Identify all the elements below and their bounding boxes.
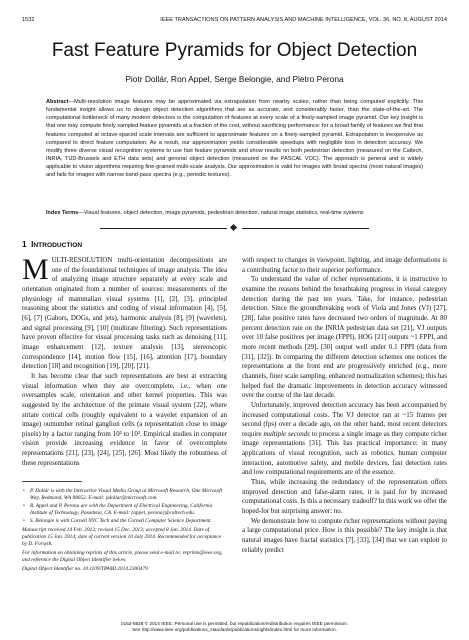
page-number: 1532 [22,17,35,23]
copyright-footer [0,621,469,633]
right-paragraph-3: Thus, while increasing the redundancy of the representation offers improved detection and false-alarm rates, it is paid for by increased computational costs. Is this a necessary tradeoff? In this work we offer the hoped-for but surprising answer: no. [242,479,447,516]
affiliation-note: • S. Belongie is with Cornell NYC Tech and the Cornell Computer Science Department. [23,518,212,525]
abstract-label: Abstract [46,99,69,105]
rights-line: See http://www.ieee.org/publications_standards/publications/rights/index.html for more information. [132,627,337,632]
column-right [242,256,447,555]
journal-header: IEEE TRANSACTIONS ON PATTERN ANALYSIS AND MACHINE INTELLIGENCE, VOL. 36, NO. 8, AUGUST 2014 [160,17,447,23]
affiliation-note: • P. Dollár is with the Interactive Visual Media Group at Microsoft Research, One Microsoft Way, Redmond, WA 98052. E-mail: pdollar@microsoft.com. [23,488,223,502]
bullet-icon: • [23,503,25,510]
index-terms-text: —Visual features, object detection, image pyramids, pedestrian detection, natural image statistics, real-time systems [78,210,364,216]
right-p2-text-b: to process a single image as they compute richer image representations [31]. This has practical importance: in many applications of visual recognition, such as robotics, human computer interaction, automotive safety, and mobile devices, fast detection rates and low computational requirements are of the essence. [242,430,448,477]
bullet-icon: • [23,518,25,525]
right-paragraph-1: To understand the value of richer representations, it is instructive to examine the reasons behind the breathtaking progress in visual category detection during the past ten years. Take, for instance, pedestrian detection. Since the groundbreaking work of Viola and Jones (VJ) [27], [28], false positive rates have decreased two orders of magnitude. At 80 percent detection rate on the INRIA pedestrian data set [21], VJ outputs over 10 false positives per image (FPPI), HOG [21] outputs ~1 FPPI, and more recent methods [29], [30] output well under 0.1 FPPI (data from [31], [32]). In comparing the different detection schemes one notices the representations at the front end are progressively enriched (e.g., more channels, finer scale sampling, enhanced normalization schemes); this has helped fuel the dramatic improvements in detection accuracy witnessed over the course of the last decade. [242,276,447,400]
lead-word: ULTI-RESOLUTION [51,257,113,264]
drop-cap: M [22,253,49,286]
intro-paragraph-1 [22,253,227,372]
intro-paragraph-2: It has become clear that such representations are best at extracting visual information when they are overcomplete, i.e., when one oversamples scale, orientation and other kernel properties. This was suggested by the architecture of the primate visual system [22], where striate cortical cells (roughly equivalent to a wavelet expansion of an image) outnumber retinal ganglion cells (a representation close to image pixels) by a factor ranging from 10² to 10³. Empirical studies in computer vision provide increasing evidence in favor of overcomplete representations [21], [23], [24], [25], [26]. Most likely the robustness of these representations [22,372,227,467]
paper-title: Fast Feature Pyramids for Object Detection [51,40,418,61]
footnote-rule [22,481,82,482]
doi-note: Digital Object Identifier no. 10.1109/TPAMI.2014.2300479 [22,566,148,573]
right-p2-text-a: Unfortunately, improved detection accuracy has been accompanied by increased computational costs. The VJ detector ran at ~15 frames per second (fps) over a decade ago, on the other hand, most recent detectors require [242,401,447,438]
reprints-note: For information on obtaining reprints of this article, please send e-mail to: reprints@ieee.org, and reference the Digital Object Identifier below. [22,550,223,564]
footnotes [22,488,227,574]
separator-diamond-icon [230,224,237,231]
author-list: Piotr Dollár, Ron Appel, Serge Belongie, and Pietro Perona [125,74,344,84]
manuscript-note: Manuscript received 14 Feb. 2013; revised 15 Dec. 2013; accepted 8 Jan. 2014. Date of publication 15 Jan. 2014; date of current version 10 July 2014. Recommended for acceptance by D. Forsyth. [22,527,222,548]
abstract-text: —Multi-resolution image features may be approximated via extrapolation from nearby scales, rather than being computed explicitly. This fundamental insight allows us to design object detection algorithms that are as accurate, and considerably faster, than the state-of-the-art. The computational bottleneck of many modern detectors is the computation of features at every scale of a finely-sampled image pyramid. Our key insight is that one may compute finely sampled feature pyramids at a fraction of the cost, without sacrificing performance: for a broad family of features we find that features computed at octave-spaced scale intervals are sufficient to approximate features on a finely-sampled pyramid. Extrapolation is inexpensive as compared to direct feature computation. As a result, our approximation yields considerable speedups with negligible loss in detection accuracy. We modify three diverse visual recognition systems to use fast feature pyramids and show results on both pedestrian detection (measured on the Caltech, INRIA, TUD-Brussels and ETH data sets) and general object detection (measured on the PASCAL VOC). The approach is general and is widely applicable to vision algorithms requiring fine-grained multi-scale analysis. Our approximation is valid for images with broad spectra (most natural images) and fails for images with narrow band-pass spectra (e.g., periodic textures). [46,99,423,179]
section-title-first: I [31,240,34,249]
bullet-icon: • [23,488,25,494]
affiliation-note: • R. Appel and P. Perona are with the Department of Electrical Engineering, California Institute of Technology, Pasadena, CA. E-mail: {appel, perona}@caltech.edu. [23,503,213,517]
separator-line-left [100,228,227,229]
abstract [46,98,423,180]
right-paragraph-0: with respect to changes in viewpoint, lighting, and image deformations is a contributing factor to their superior performance. [242,257,447,274]
intro-p1-text: multi-orientation decompositions are one of the foundational techniques of image analysis. The idea of analyzing image structure separately at every scale and orientation originated from a number of sources: measurements of the physiology of mammalian visual systems [1], [2], [3], principled reasoning about the statistics and coding of visual information [4], [5], [6], [7] (Gabors, DOGs, and jets), harmonic analysis [8], [9] (wavelets), and signal processing [9], [10] (multirate filtering). Such representations have proven effective for visual processing tasks such as denoising [11], image enhancement [12], texture analysis [13], stereoscopic correspondence [14], motion flow [15], [16], attention [17], boundary detection [18] and recognition [19], [20], [21]. [22,257,227,371]
section-heading [22,240,82,249]
right-paragraph-2 [242,401,447,478]
copyright-line: 0162-8828 © 2014 IEEE. Personal use is permitted, but republication/redistribution requires IEEE permission. [120,621,348,626]
running-header [22,17,447,27]
right-p2-emphasis: multiple seconds [263,430,310,438]
section-separator [100,224,369,232]
index-terms-label: Index Terms [46,210,79,216]
separator-line-right [242,228,369,229]
right-paragraph-4: We demonstrate how to compute richer representations without paying a large computational price. How is this possible? The key insight is that natural images have fractal statistics [7], [33], [34] that we can exploit to reliably predict [242,517,447,554]
section-number: 1 [22,240,27,249]
column-left [22,253,227,468]
section-title-rest: NTRODUCTION [33,242,83,249]
index-terms [46,209,423,217]
